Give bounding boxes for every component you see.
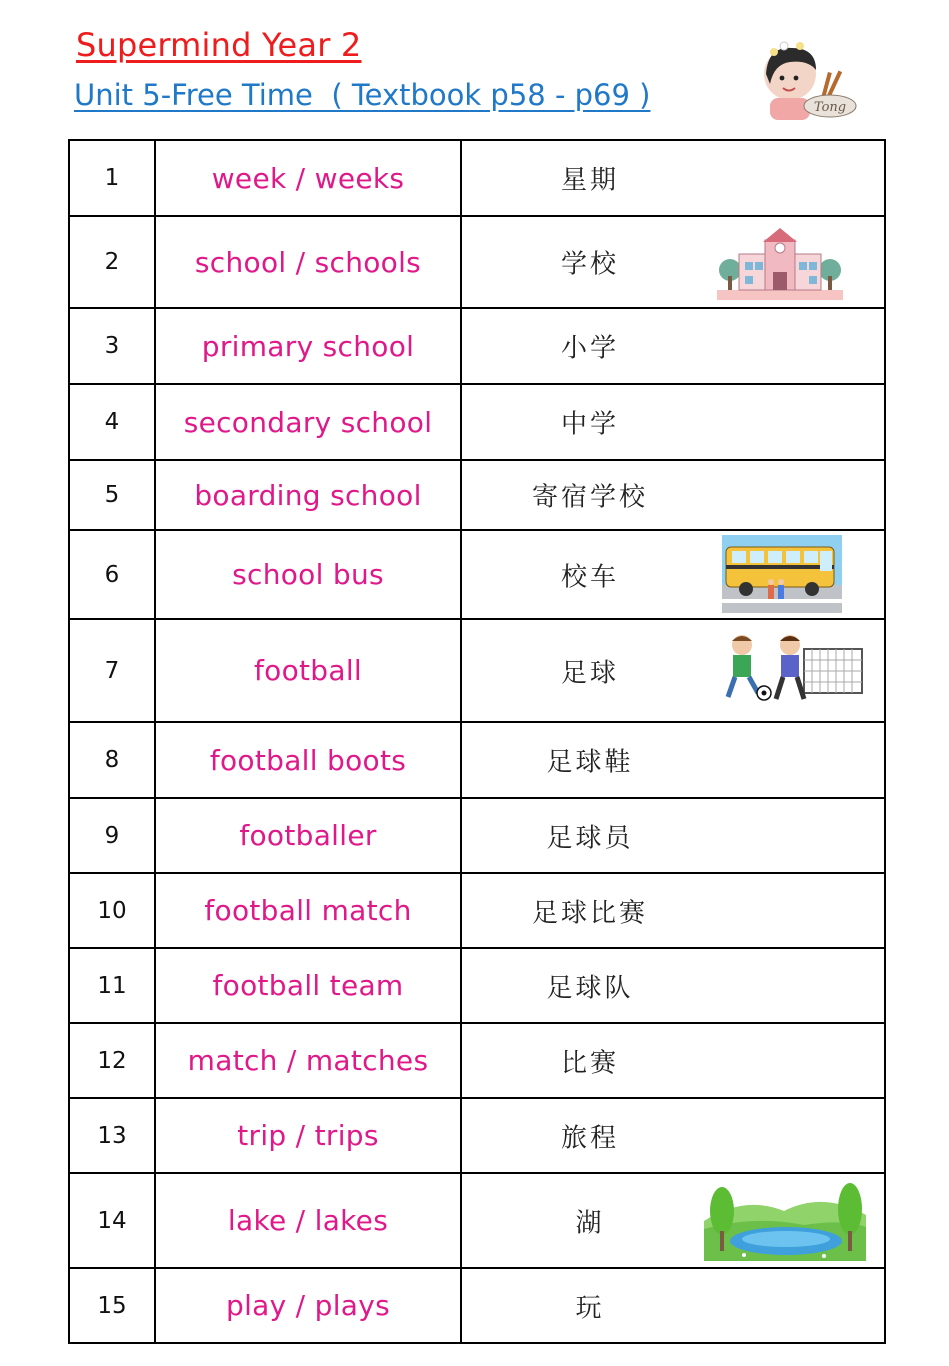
- kids-playing-football-icon: [720, 627, 870, 711]
- row-number: 6: [69, 530, 155, 619]
- row-number: 2: [69, 216, 155, 308]
- row-number: 3: [69, 308, 155, 384]
- chinese-meaning: 足球: [560, 658, 619, 688]
- chinese-meaning: 足球鞋: [546, 747, 634, 778]
- chinese-meaning: 玩: [575, 1293, 605, 1323]
- meaning-cell: [461, 798, 885, 873]
- chinese-meaning: 学校: [560, 249, 619, 280]
- meaning-cell: [461, 140, 885, 216]
- chinese-meaning: 足球员: [546, 823, 634, 853]
- meaning-cell: [461, 619, 885, 722]
- meaning-cell: [461, 308, 885, 384]
- row-number: 7: [69, 619, 155, 722]
- chinese-meaning: 旅程: [560, 1123, 619, 1153]
- meaning-cell: [461, 1268, 885, 1343]
- meaning-cell: [461, 722, 885, 798]
- table-row: [69, 619, 885, 722]
- table-row: [69, 1173, 885, 1268]
- english-word: match / matches: [155, 1023, 461, 1098]
- english-word: football boots: [155, 722, 461, 798]
- row-number: 4: [69, 384, 155, 460]
- table-row: [69, 384, 885, 460]
- row-number: 12: [69, 1023, 155, 1098]
- english-word: play / plays: [155, 1268, 461, 1343]
- logo-text: Tong: [813, 100, 847, 115]
- english-word: boarding school: [155, 460, 461, 530]
- table-row: [69, 460, 885, 530]
- chinese-meaning: 校车: [560, 562, 619, 592]
- table-row: [69, 722, 885, 798]
- meaning-cell: [461, 460, 885, 530]
- lake-landscape-icon: [704, 1181, 866, 1261]
- english-word: week / weeks: [155, 140, 461, 216]
- english-word: footballer: [155, 798, 461, 873]
- chinese-meaning: 足球比赛: [531, 898, 648, 928]
- english-word: lake / lakes: [155, 1173, 461, 1268]
- meaning-cell: [461, 873, 885, 948]
- table-row: [69, 530, 885, 619]
- chinese-meaning: 比赛: [560, 1048, 619, 1078]
- row-number: 14: [69, 1173, 155, 1268]
- chinese-meaning: 中学: [560, 409, 619, 440]
- english-word: football team: [155, 948, 461, 1023]
- row-number: 1: [69, 140, 155, 216]
- meaning-cell: [461, 1098, 885, 1173]
- table-row: [69, 140, 885, 216]
- vocabulary-table: [68, 139, 886, 1344]
- chinese-meaning: 足球队: [546, 973, 634, 1003]
- english-word: trip / trips: [155, 1098, 461, 1173]
- chinese-meaning: 星期: [560, 165, 619, 196]
- row-number: 15: [69, 1268, 155, 1343]
- meaning-cell: [461, 1023, 885, 1098]
- meaning-cell: [461, 530, 885, 619]
- row-number: 5: [69, 460, 155, 530]
- table-row: [69, 308, 885, 384]
- english-word: football: [155, 619, 461, 722]
- meaning-cell: [461, 216, 885, 308]
- chinese-meaning: 寄宿学校: [531, 482, 648, 513]
- chinese-meaning: 小学: [560, 333, 619, 364]
- girl-avatar-logo-icon: [760, 40, 860, 122]
- row-number: 10: [69, 873, 155, 948]
- english-word: football match: [155, 873, 461, 948]
- table-row: [69, 1098, 885, 1173]
- english-word: primary school: [155, 308, 461, 384]
- school-building-icon: [717, 224, 843, 300]
- row-number: 13: [69, 1098, 155, 1173]
- meaning-cell: [461, 948, 885, 1023]
- english-word: secondary school: [155, 384, 461, 460]
- table-row: [69, 1023, 885, 1098]
- table-row: [69, 873, 885, 948]
- table-row: [69, 798, 885, 873]
- table-row: [69, 216, 885, 308]
- unit-subtitle: Unit 5-Free Time ( Textbook p58 - p69 ): [74, 78, 651, 112]
- chinese-meaning: 湖: [575, 1208, 605, 1238]
- meaning-cell: [461, 1173, 885, 1268]
- row-number: 9: [69, 798, 155, 873]
- table-row: [69, 1268, 885, 1343]
- row-number: 8: [69, 722, 155, 798]
- meaning-cell: [461, 384, 885, 460]
- row-number: 11: [69, 948, 155, 1023]
- english-word: school bus: [155, 530, 461, 619]
- page-title: Supermind Year 2: [76, 26, 362, 64]
- english-word: school / schools: [155, 216, 461, 308]
- table-row: [69, 948, 885, 1023]
- school-bus-icon: [722, 535, 842, 613]
